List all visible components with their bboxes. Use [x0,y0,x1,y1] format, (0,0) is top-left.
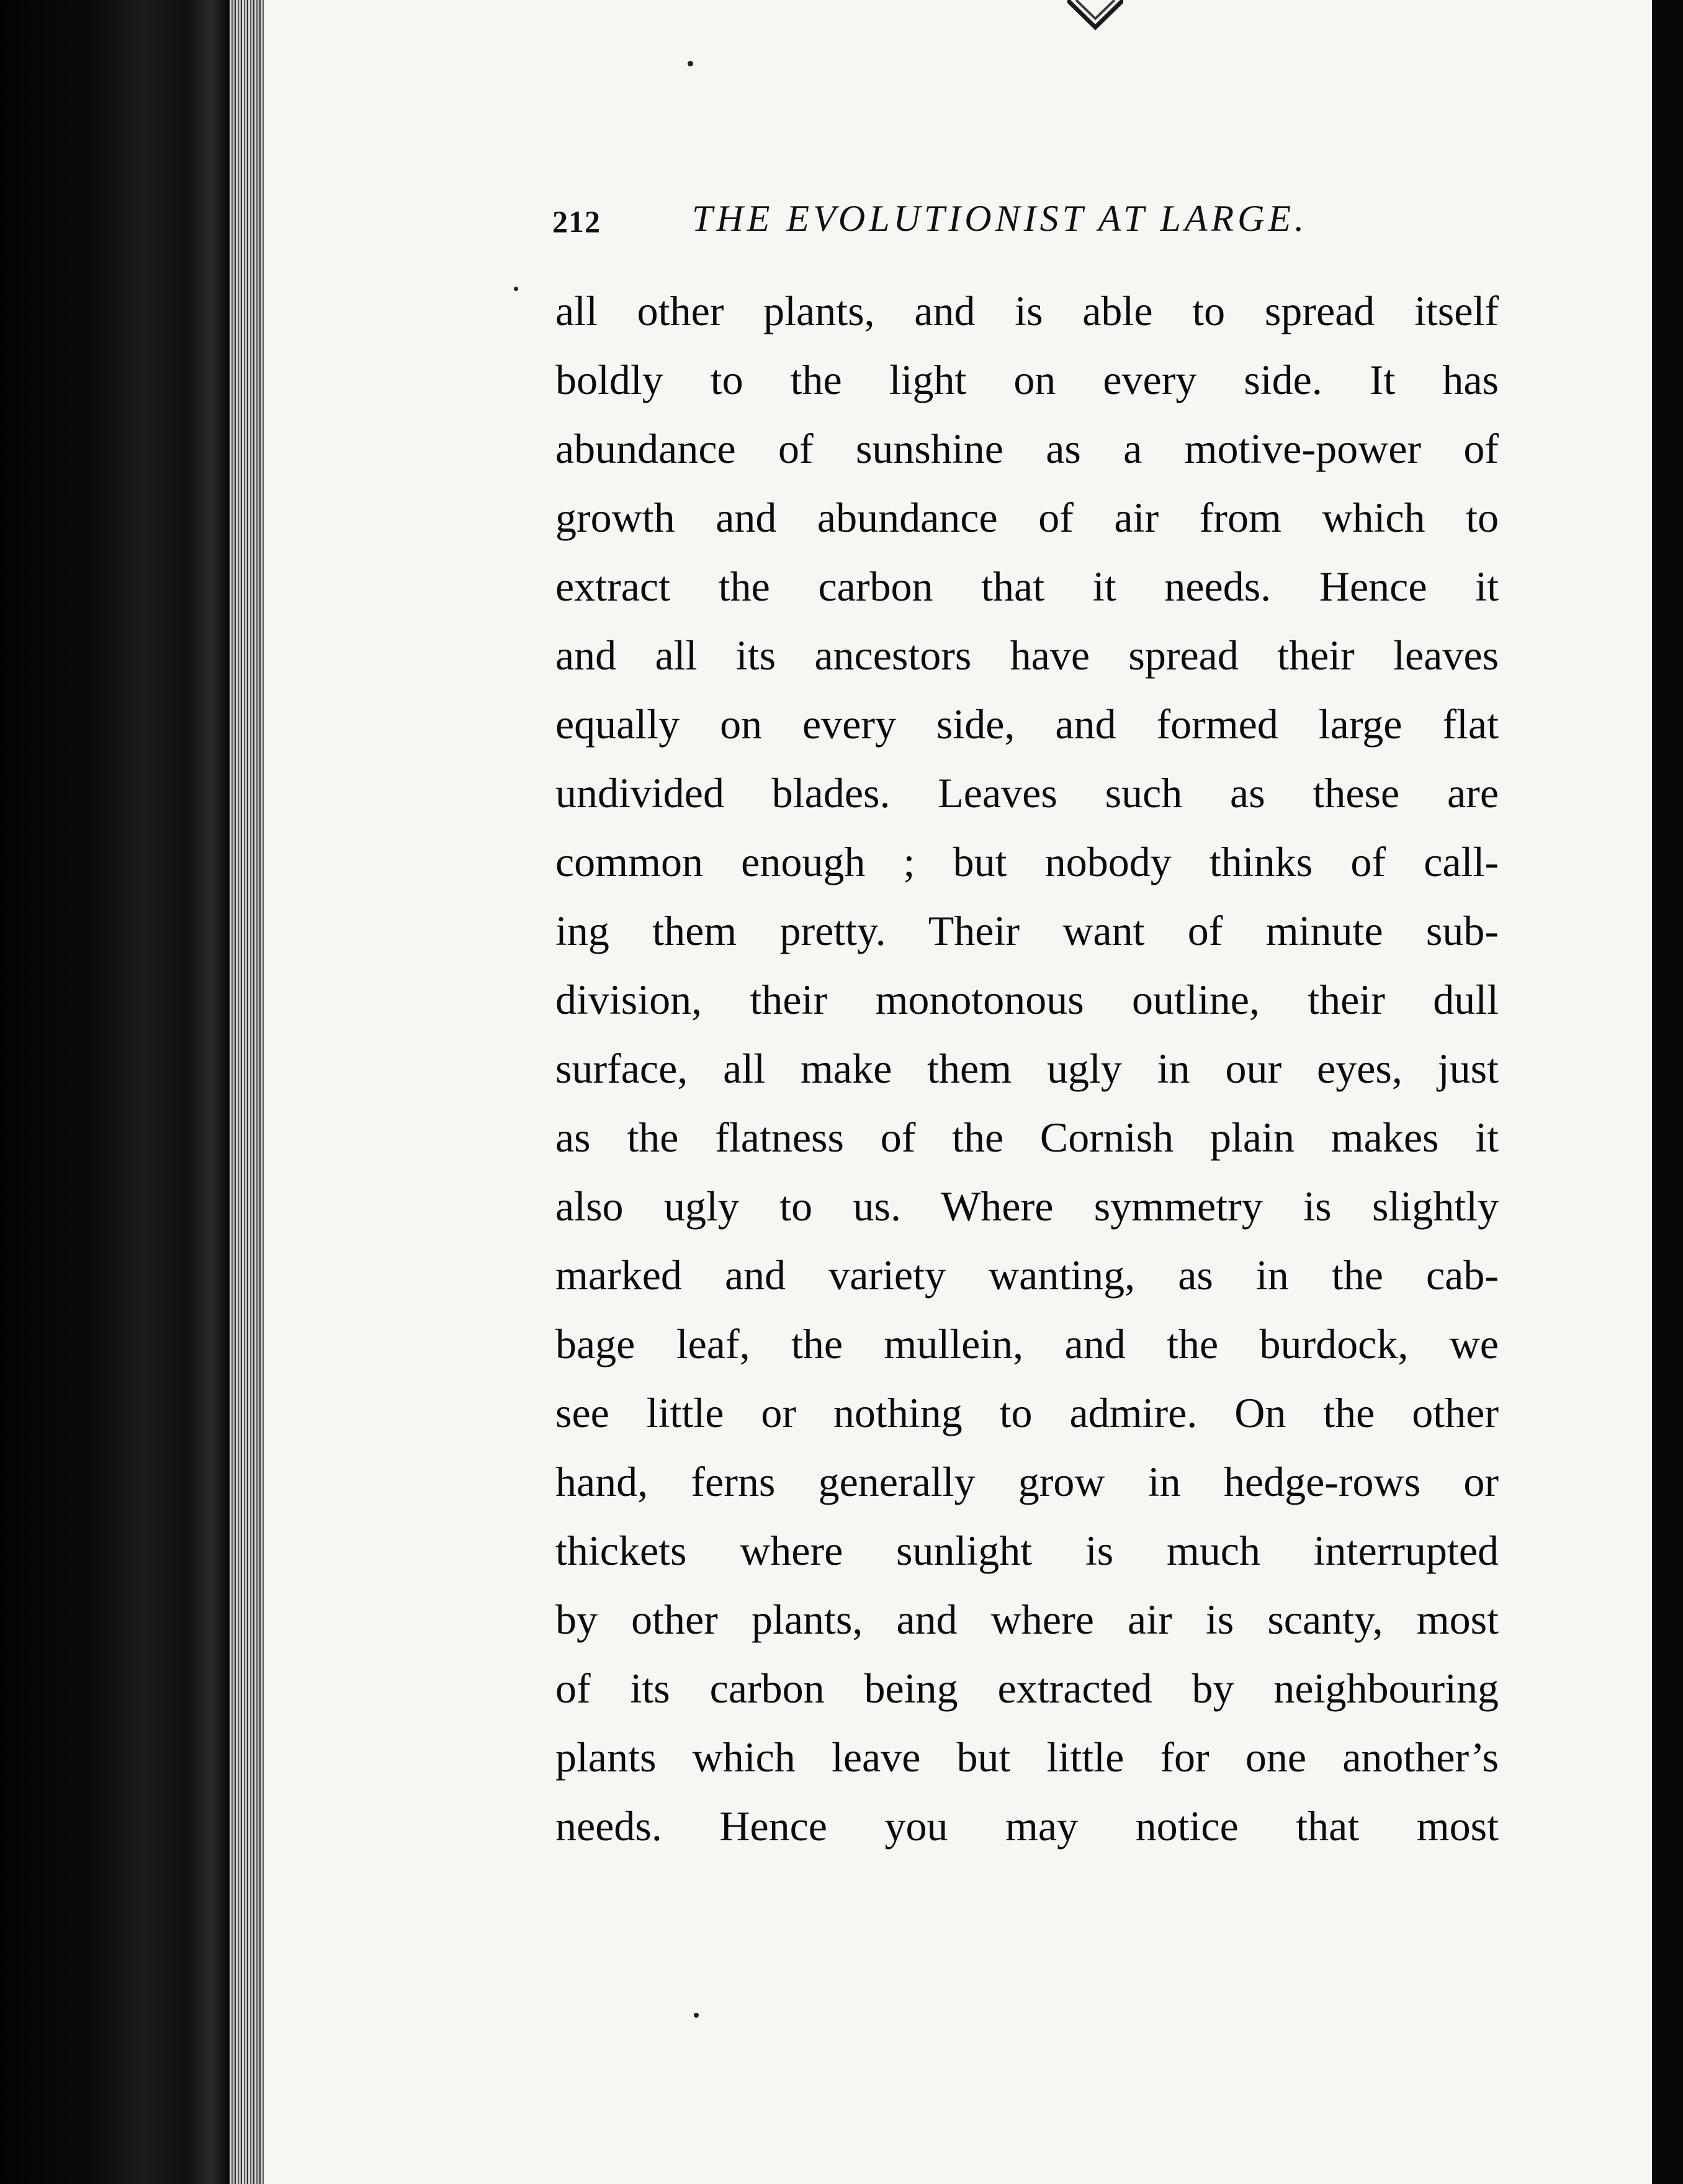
text-line: needs. Hence you may notice that most [555,1802,1499,1850]
page-number: 212 [552,204,601,239]
text-line: of its carbon being extracted by neighbouring [555,1665,1499,1712]
text-line: see little or nothing to admire. On the other [555,1389,1499,1436]
text-line: plants which leave but little for one another’s [555,1734,1499,1781]
text-line: thickets where sunlight is much interrupted [555,1527,1499,1574]
text-line: abundance of sunshine as a motive-power of [555,425,1499,472]
text-line: extract the carbon that it needs. Hence it [555,563,1499,610]
text-line: growth and abundance of air from which to [555,494,1499,541]
text-line: ing them pretty. Their want of minute sub- [555,907,1499,954]
body-text [555,277,1499,1861]
running-title: THE EVOLUTIONIST AT LARGE. [692,198,1308,239]
text-line: hand, ferns generally grow in hedge-rows or [555,1458,1499,1505]
right-page-edge [1652,0,1683,2184]
text-line: and all its ancestors have spread their leaves [555,632,1499,679]
text-line: as the flatness of the Cornish plain makes it [555,1114,1499,1161]
text-line: undivided blades. Leaves such as these are [555,769,1499,817]
text-line: equally on every side, and formed large flat [555,700,1499,748]
ink-speck [514,287,518,291]
ink-speck [694,2013,699,2018]
text-line: surface, all make them ugly in our eyes, just [555,1045,1499,1092]
running-head [552,197,1359,253]
text-line: division, their monotonous outline, their dull [555,976,1499,1023]
text-line: bage leaf, the mullein, and the burdock, we [555,1320,1499,1367]
text-line: all other plants, and is able to spread itself [555,287,1499,334]
page-edges [230,0,267,2184]
text-line: boldly to the light on every side. It has [555,356,1499,403]
book-binding [0,0,248,2184]
text-line: marked and variety wanting, as in the cab- [555,1251,1499,1299]
text-line: also ugly to us. Where symmetry is slightly [555,1183,1499,1230]
torn-mark-icon [1067,0,1123,35]
text-line: by other plants, and where air is scanty, most [555,1596,1499,1643]
ink-speck [688,61,693,66]
text-line: common enough ; but nobody thinks of call- [555,838,1499,885]
